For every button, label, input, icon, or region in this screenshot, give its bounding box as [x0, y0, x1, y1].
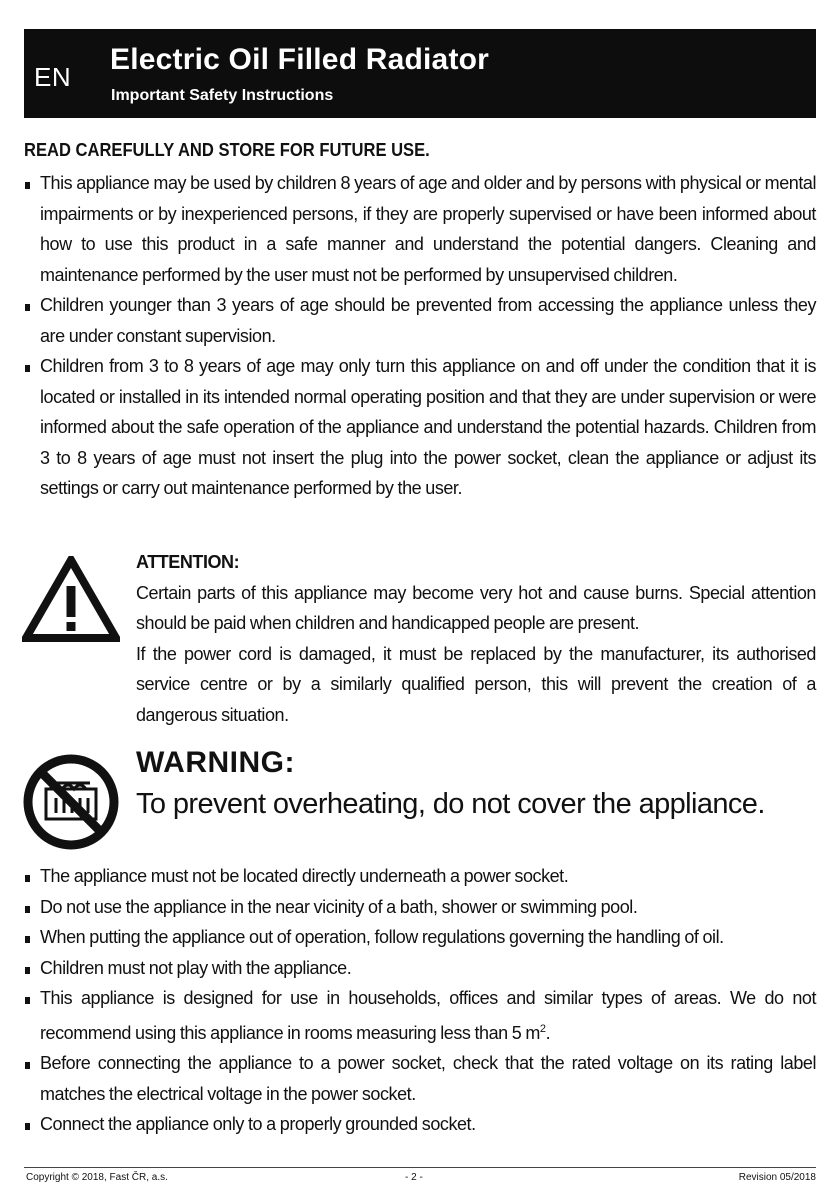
list-item: The appliance must not be located directly underneath a power socket.	[24, 861, 816, 892]
read-carefully-heading: READ CAREFULLY AND STORE FOR FUTURE USE.	[24, 140, 430, 160]
footer-divider	[24, 1167, 816, 1168]
document-subtitle: Important Safety Instructions	[111, 87, 334, 104]
attention-block	[136, 547, 816, 730]
list-item: Do not use the appliance in the near vicinity of a bath, shower or swimming pool.	[24, 892, 816, 923]
list-item: Before connecting the appliance to a power socket, check that the rated voltage on its rating label matches the electrical voltage in the power socket.	[24, 1048, 816, 1109]
safety-list-children	[24, 168, 816, 504]
warning-triangle-icon	[22, 556, 120, 642]
footer-revision: Revision 05/2018	[738, 1172, 816, 1183]
period: .	[545, 1022, 551, 1043]
warning-heading: WARNING:	[136, 746, 295, 779]
warning-text: To prevent overheating, do not cover the appliance.	[136, 788, 765, 820]
footer-copyright: Copyright © 2018, Fast ČR, a.s.	[26, 1172, 168, 1183]
list-item: Connect the appliance only to a properly grounded socket.	[24, 1109, 816, 1140]
list-item: Children must not play with the appliance.	[24, 953, 816, 984]
list-item: Children younger than 3 years of age should be prevented from accessing the appliance unless they are under constant supervision.	[24, 290, 816, 351]
language-code: EN	[34, 62, 72, 92]
attention-heading: ATTENTION:	[136, 552, 240, 572]
document-header	[24, 29, 816, 118]
list-item: This appliance may be used by children 8 years of age and older and by persons with physical or mental impairments or by inexperienced persons, if they are properly supervised or have been informed about how to use this product in a safe manner and understand the potential dangers. Cleaning and maintenance performed by the user must not be performed by unsupervised children.	[24, 168, 816, 290]
list-item: Children from 3 to 8 years of age may only turn this appliance on and off under the condition that it is located or installed in its intended normal operating position and that they are under supervision or were informed about the safe operation of the appliance and understand the potential hazards. Children from 3 to 8 years of age must not insert the plug into the power socket, clean the appliance or adjust its settings or carry out maintenance performed by the user.	[24, 351, 816, 504]
footer-page-number: - 2 -	[405, 1172, 423, 1183]
list-item: When putting the appliance out of operation, follow regulations governing the handling of oil.	[24, 922, 816, 953]
attention-paragraph: If the power cord is damaged, it must be replaced by the manufacturer, its authorised service centre or by a similarly qualified person, this will prevent the creation of a dangerous situation.	[136, 643, 816, 725]
superscript: 2	[539, 1022, 546, 1035]
safety-list-general	[24, 861, 816, 1140]
do-not-cover-icon	[22, 753, 120, 851]
attention-paragraph: Certain parts of this appliance may become very hot and cause burns. Special attention should be paid when children and handicapped people are present.	[136, 582, 816, 633]
list-item	[24, 983, 816, 1048]
document-title: Electric Oil Filled Radiator	[110, 43, 490, 76]
area-text: This appliance is designed for use in households, offices and similar types of areas. We do not recommend using this appliance in rooms measuring less than 5 m	[40, 988, 816, 1043]
